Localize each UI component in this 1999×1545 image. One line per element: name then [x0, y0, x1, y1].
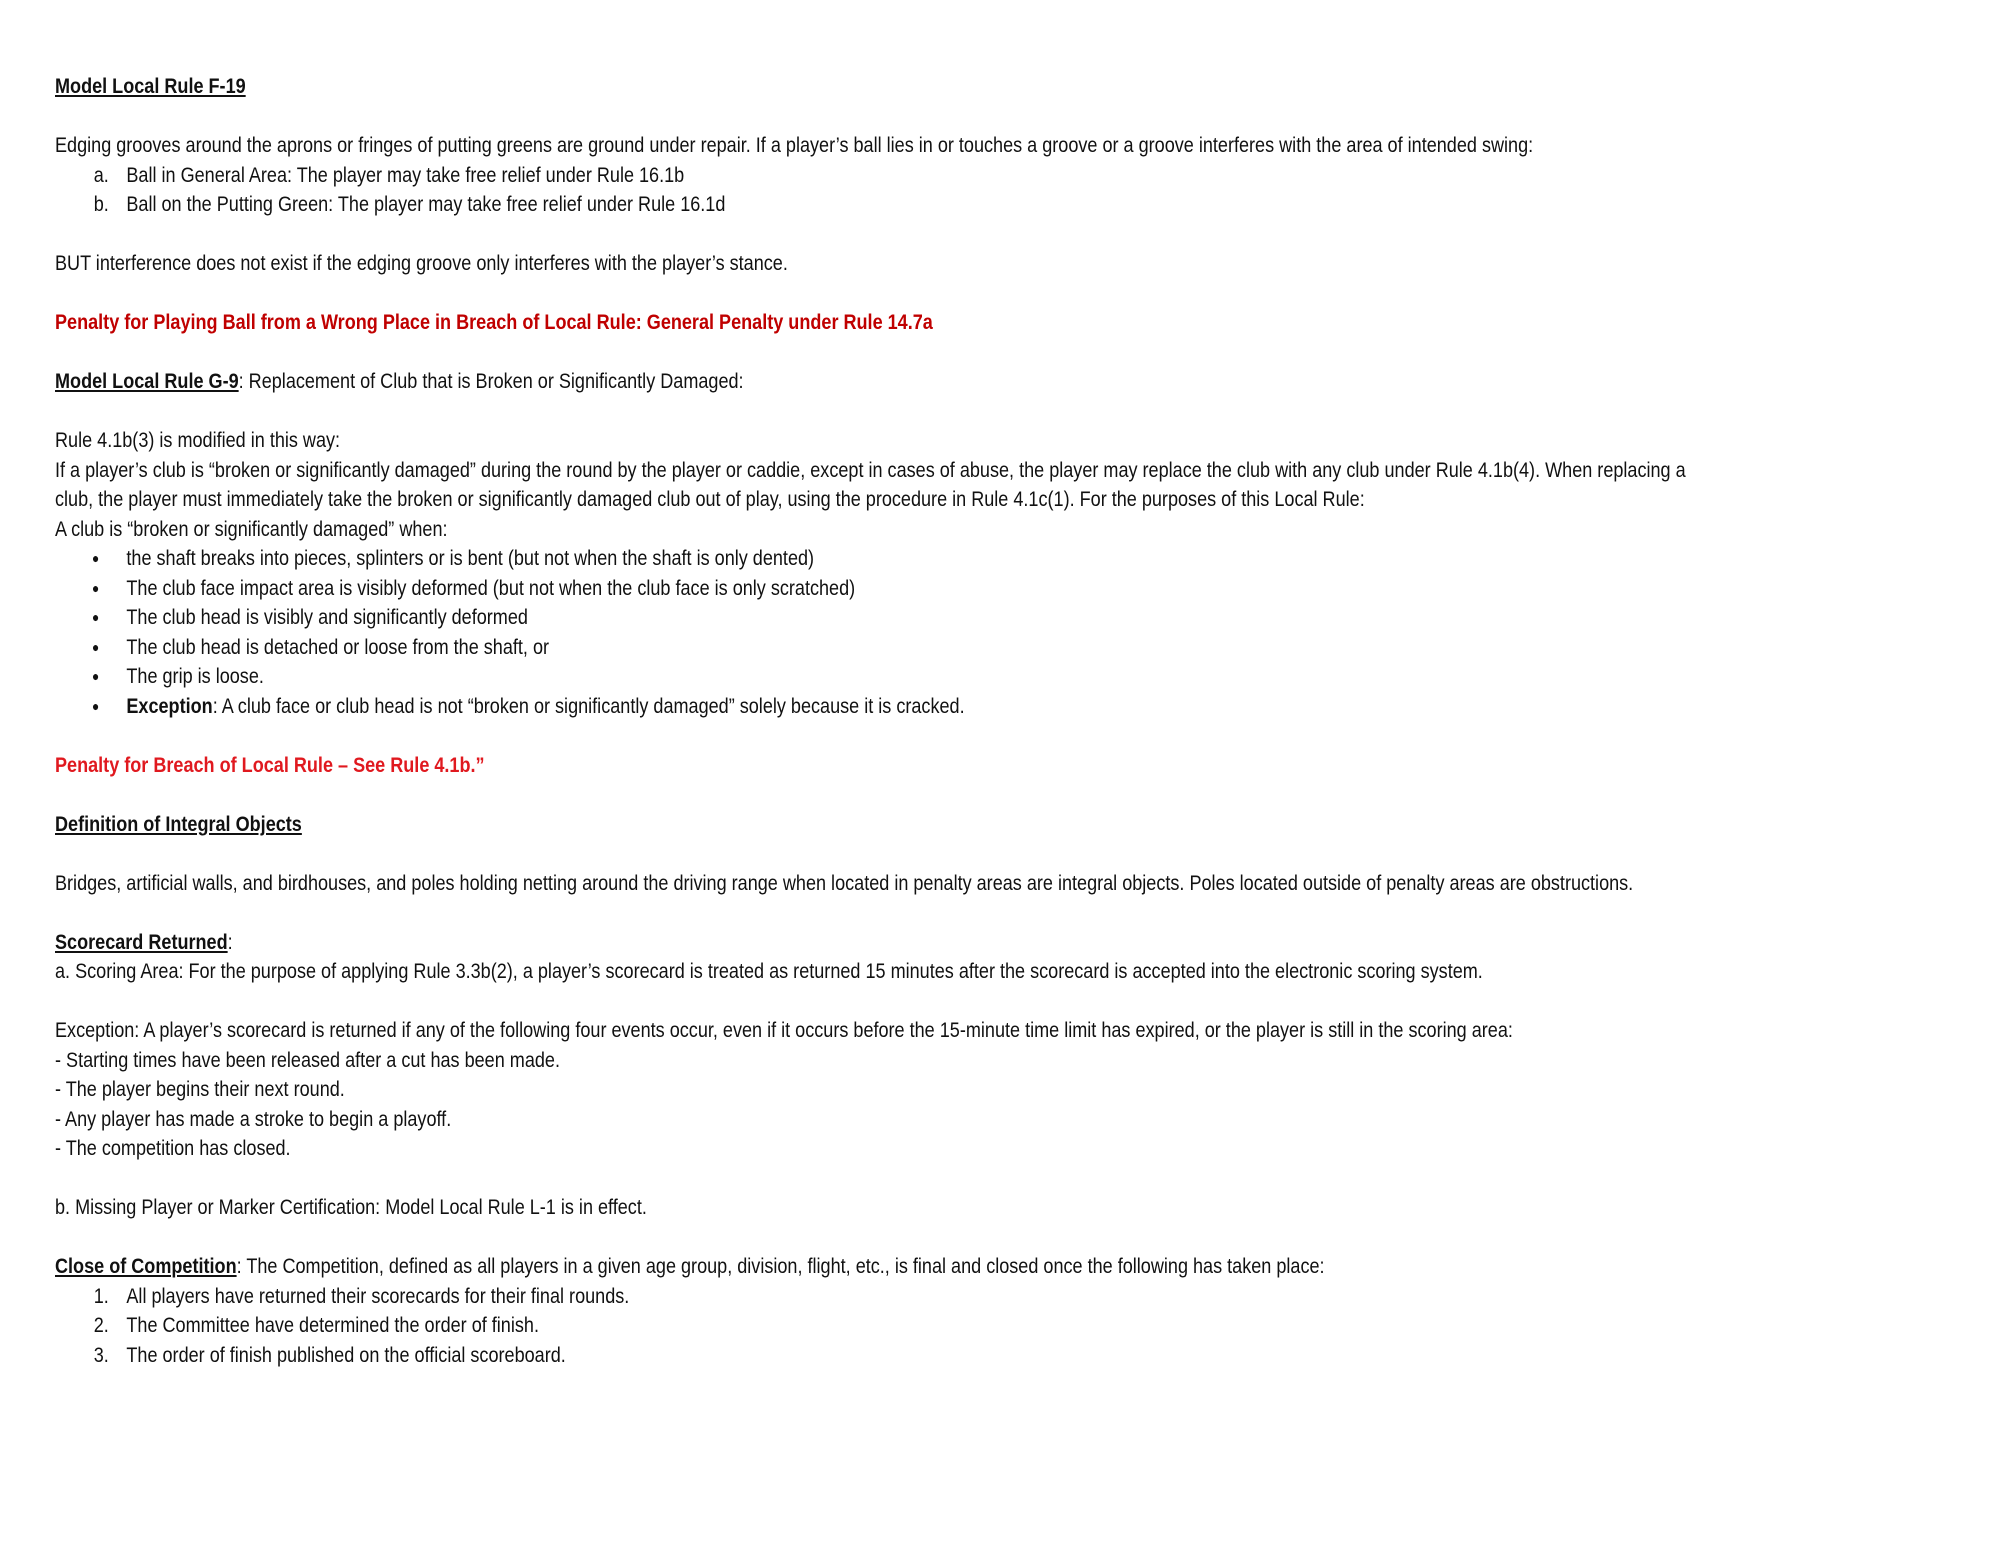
f19-note: BUT interference does not exist if the edging groove only interferes with the player’s stance.	[55, 252, 788, 275]
bullet-icon: ●	[91, 697, 100, 714]
bullet-text: The club head is visibly and significantly deformed	[126, 606, 528, 629]
section-heading-f19	[55, 72, 1689, 102]
list-marker: b.	[93, 193, 109, 216]
g9-line: Rule 4.1b(3) is modified in this way:	[55, 429, 341, 452]
spacer	[55, 102, 1689, 132]
spacer	[55, 220, 1689, 250]
bullet-item	[55, 662, 1689, 692]
bullet-icon: ●	[91, 638, 100, 655]
spacer	[55, 987, 1689, 1017]
list-item	[55, 190, 1689, 220]
list-item	[55, 1341, 1689, 1371]
heading-scorecard: Scorecard Returned	[55, 930, 228, 954]
spacer	[55, 397, 1689, 427]
list-marker: a.	[93, 163, 109, 187]
scorecard-event: - The player begins their next round.	[55, 1078, 345, 1101]
scorecard-exception: Exception: A player’s scorecard is returned if any of the following four events occur, even if it occurs before the 15-minute time limit has expired, or the player is still in the scoring area:	[55, 1019, 1513, 1042]
spacer	[55, 839, 1689, 869]
scorecard-event: - Any player has made a stroke to begin a playoff.	[55, 1107, 452, 1131]
g9-line: If a player’s club is “broken or significantly damaged” during the round by the player or caddie, except in cases of abuse, the player may replace the club with any club under Rule 4.1b(4). When replacing a	[55, 458, 1686, 482]
list-marker: 3.	[93, 1343, 109, 1367]
heading-g9-suffix: : Replacement of Club that is Broken or Significantly Damaged:	[238, 370, 744, 393]
spacer	[55, 780, 1689, 810]
bullet-text: The grip is loose.	[126, 665, 264, 688]
bullet-text	[126, 692, 964, 722]
scorecard-b: b. Missing Player or Marker Certification: Model Local Rule L-1 is in effect.	[55, 1196, 647, 1219]
scorecard-event: - The competition has closed.	[55, 1137, 291, 1160]
bullet-item	[55, 633, 1689, 663]
list-item-text: Ball in General Area: The player may take free relief under Rule 16.1b	[126, 163, 685, 187]
spacer	[55, 338, 1689, 368]
list-marker: 1.	[93, 1284, 109, 1308]
bullet-icon: ●	[91, 609, 100, 625]
g9-penalty: Penalty for Breach of Local Rule – See Rule 4.1b.”	[55, 753, 485, 777]
bullet-item	[55, 574, 1689, 604]
section-heading-close	[55, 1252, 1689, 1282]
list-item	[55, 1282, 1689, 1312]
scorecard-event: - Starting times have been released after a cut has been made.	[55, 1048, 560, 1072]
exception-label: Exception	[126, 694, 213, 718]
heading-f19: Model Local Rule F-19	[55, 75, 246, 98]
list-item	[55, 161, 1689, 191]
document-page	[55, 72, 1689, 1370]
heading-g9: Model Local Rule G-9	[55, 370, 239, 393]
list-item-text: Ball on the Putting Green: The player may take free relief under Rule 16.1d	[126, 193, 726, 216]
g9-line: A club is “broken or significantly damaged” when:	[55, 517, 448, 541]
integral-text: Bridges, artificial walls, and birdhouses, and poles holding netting around the driving range when located in penalty areas are integral objects. Poles located outside of penalty areas are obstructions.	[55, 871, 1634, 895]
bullet-text: The club face impact area is visibly deformed (but not when the club face is only scratched)	[126, 576, 856, 600]
f19-penalty: Penalty for Playing Ball from a Wrong Place in Breach of Local Rule: General Penalty under Rule 14.7a	[55, 311, 933, 334]
list-item-text: The Committee have determined the order of finish.	[126, 1314, 539, 1337]
g9-line: club, the player must immediately take the broken or significantly damaged club out of play, using the procedure in Rule 4.1c(1). For the purposes of this Local Rule:	[55, 488, 1365, 511]
exception-text: : A club face or club head is not “broken or significantly damaged” solely because it is cracked.	[212, 694, 965, 718]
section-heading-scorecard	[55, 928, 1689, 958]
bullet-text: The club head is detached or loose from the shaft, or	[126, 635, 550, 659]
bullet-icon: ●	[91, 668, 100, 684]
bullet-item	[55, 603, 1689, 633]
bullet-icon: ●	[91, 579, 100, 596]
spacer	[55, 1164, 1689, 1194]
bullet-item	[55, 544, 1689, 574]
section-heading-integral	[55, 810, 1689, 840]
spacer	[55, 1223, 1689, 1253]
heading-scorecard-suffix: :	[227, 930, 233, 954]
heading-close: Close of Competition	[55, 1255, 237, 1278]
bullet-icon: ●	[91, 550, 100, 566]
scorecard-a: a. Scoring Area: For the purpose of applying Rule 3.3b(2), a player’s scorecard is treated as returned 15 minutes after the scorecard is accepted into the electronic scoring system.	[55, 960, 1483, 983]
spacer	[55, 279, 1689, 309]
list-item	[55, 1311, 1689, 1341]
bullet-item-exception	[55, 692, 1689, 722]
spacer	[55, 721, 1689, 751]
section-heading-g9	[55, 367, 1689, 397]
list-marker: 2.	[93, 1314, 109, 1337]
heading-integral: Definition of Integral Objects	[55, 812, 302, 836]
bullet-text: the shaft breaks into pieces, splinters or is bent (but not when the shaft is only dented)	[126, 547, 815, 570]
heading-close-suffix: : The Competition, defined as all players in a given age group, division, flight, etc., is final and closed once the following has taken place:	[236, 1255, 1325, 1278]
spacer	[55, 898, 1689, 928]
list-item-text: The order of finish published on the official scoreboard.	[126, 1343, 566, 1367]
f19-intro: Edging grooves around the aprons or fringes of putting greens are ground under repair. If a player’s ball lies in or touches a groove or a groove interferes with the area of intended swing:	[55, 134, 1534, 157]
list-item-text: All players have returned their scorecards for their final rounds.	[126, 1284, 630, 1308]
